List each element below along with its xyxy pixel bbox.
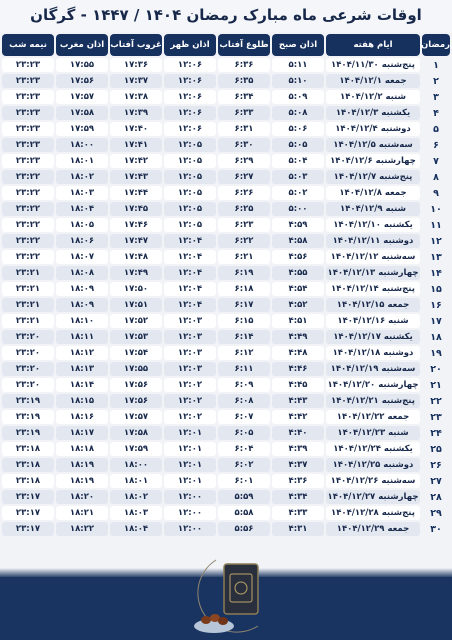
table-cell: ۱۸:۰۹ <box>56 282 108 296</box>
table-cell: جمعه ۱۴۰۴/۱۲/۲۹ <box>326 522 420 536</box>
table-cell: دوشنبه ۱۴۰۴/۱۲/۲۵ <box>326 458 420 472</box>
table-row <box>2 314 450 328</box>
table-cell: ۱۸:۰۰ <box>110 458 162 472</box>
table-cell: ۱۷:۵۱ <box>110 298 162 312</box>
table-cell: ۱۲:۰۵ <box>164 218 216 232</box>
table-cell: ۶:۱۵ <box>218 314 270 328</box>
ramadan-day-number: ۱۶ <box>430 299 442 311</box>
table-cell: شنبه ۱۴۰۴/۱۲/۱۶ <box>326 314 420 328</box>
table-cell: سه‌شنبه ۱۴۰۴/۱۲/۱۲ <box>326 250 420 264</box>
table-cell: ۴:۵۵ <box>272 266 324 280</box>
table-cell: ۱۸:۱۱ <box>56 330 108 344</box>
ramadan-day-number: ۱۴ <box>430 267 442 279</box>
table-cell: ۲۳:۲۲ <box>2 250 54 264</box>
table-cell: ۶:۳۳ <box>218 106 270 120</box>
table-cell: یکشنبه ۱۴۰۴/۱۲/۳ <box>326 106 420 120</box>
table-cell: ۱۷:۴۹ <box>110 266 162 280</box>
table-cell: شنبه ۱۴۰۴/۱۲/۲ <box>326 90 420 104</box>
table-cell: ۲۳:۲۱ <box>2 298 54 312</box>
table-cell: ۶:۳۴ <box>218 90 270 104</box>
table-cell: جمعه ۱۴۰۴/۱۲/۱ <box>326 74 420 88</box>
table-cell: ۱۸:۰۸ <box>56 266 108 280</box>
table-cell: ۱۲:۰۴ <box>164 234 216 248</box>
table-cell: ۱۲:۰۵ <box>164 138 216 152</box>
table-cell: ۱۲:۰۵ <box>164 154 216 168</box>
table-cell: ۱۸:۰۲ <box>110 490 162 504</box>
table-cell: ۶:۱۷ <box>218 298 270 312</box>
table-cell: ۶:۱۹ <box>218 266 270 280</box>
table-cell: ۵:۰۰ <box>272 202 324 216</box>
table-cell: دوشنبه ۱۴۰۴/۱۲/۱۱ <box>326 234 420 248</box>
table-cell: ۲۳:۲۰ <box>2 346 54 360</box>
table-cell: ۱۷:۵۷ <box>56 90 108 104</box>
table-cell: ۱۷:۵۲ <box>110 314 162 328</box>
table-cell: ۱۸:۱۴ <box>56 378 108 392</box>
table-cell: ۱۸:۱۹ <box>56 458 108 472</box>
table-cell: ۶:۱۲ <box>218 346 270 360</box>
table-cell: ۲۳:۱۹ <box>2 394 54 408</box>
table-cell: ۴:۴۲ <box>272 410 324 424</box>
table-cell: دوشنبه ۱۴۰۴/۱۲/۱۸ <box>326 346 420 360</box>
table-cell: ۵:۱۱ <box>272 58 324 72</box>
table-cell: ۱۲:۰۶ <box>164 74 216 88</box>
table-cell: ۱۷:۳۹ <box>110 106 162 120</box>
ramadan-day-number: ۱ <box>433 59 439 71</box>
table-cell: ۱۷:۴۷ <box>110 234 162 248</box>
table-cell: ۱۲:۰۳ <box>164 362 216 376</box>
table-cell: ۶:۰۷ <box>218 410 270 424</box>
table-cell: ۱۲:۰۰ <box>164 490 216 504</box>
ramadan-day-number: ۱۹ <box>430 347 442 359</box>
table-cell: ۶:۲۷ <box>218 170 270 184</box>
table-cell: یکشنبه ۱۴۰۴/۱۲/۲۴ <box>326 442 420 456</box>
table-cell: شنبه ۱۴۰۴/۱۲/۹ <box>326 202 420 216</box>
table-cell: ۱۸:۰۱ <box>110 474 162 488</box>
table-cell: ۱۷:۵۶ <box>110 378 162 392</box>
table-cell: ۲۳:۲۳ <box>2 154 54 168</box>
ramadan-day-number: ۵ <box>433 123 439 135</box>
ramadan-day-number: ۷ <box>433 155 439 167</box>
header <box>0 0 452 32</box>
table-cell: ۱۲:۰۶ <box>164 58 216 72</box>
table-cell: ۱۲:۰۰ <box>164 506 216 520</box>
table-row <box>2 58 450 72</box>
table-cell: ۱۲:۰۴ <box>164 298 216 312</box>
table-cell: ۵:۰۹ <box>272 90 324 104</box>
table-cell: ۶:۰۱ <box>218 474 270 488</box>
table-row <box>2 250 450 264</box>
table-cell: یکشنبه ۱۴۰۴/۱۲/۱۷ <box>326 330 420 344</box>
table-cell: ۴:۴۹ <box>272 330 324 344</box>
table-row <box>2 186 450 200</box>
table-cell: ۱۷:۳۷ <box>110 74 162 88</box>
ramadan-day-number: ۸ <box>433 171 439 183</box>
table-cell: ۵:۵۶ <box>218 522 270 536</box>
table-row <box>2 522 450 536</box>
table-row <box>2 394 450 408</box>
table-cell: ۶:۲۶ <box>218 186 270 200</box>
column-header: رمضان <box>422 34 450 56</box>
table-cell: ۱۷:۵۷ <box>110 410 162 424</box>
ramadan-day-number: ۲۴ <box>430 427 442 439</box>
table-row <box>2 410 450 424</box>
table-cell: ۱۲:۰۵ <box>164 202 216 216</box>
table-row <box>2 202 450 216</box>
table-row <box>2 170 450 184</box>
table-cell: ۱۸:۲۲ <box>56 522 108 536</box>
table-cell: ۱۸:۱۵ <box>56 394 108 408</box>
table-header-row <box>2 34 450 56</box>
prayer-times-table <box>0 32 452 562</box>
table-cell: ۱۷:۴۰ <box>110 122 162 136</box>
column-header: نیمه شب <box>2 34 54 56</box>
table-cell: ۲۳:۱۸ <box>2 442 54 456</box>
table-cell: ۱۸:۱۰ <box>56 314 108 328</box>
table-cell: ۶:۱۸ <box>218 282 270 296</box>
table-cell: ۲۳:۱۹ <box>2 426 54 440</box>
table-row <box>2 282 450 296</box>
table-cell: ۱۸:۰۳ <box>110 506 162 520</box>
ramadan-day-number: ۹ <box>433 187 439 199</box>
ramadan-day-number: ۱۲ <box>430 235 442 247</box>
table-cell: ۱۲:۰۰ <box>164 522 216 536</box>
table-cell: ۶:۰۴ <box>218 442 270 456</box>
table-row <box>2 362 450 376</box>
table-cell: ۱۸:۰۲ <box>56 170 108 184</box>
table-cell: ۲۳:۲۱ <box>2 266 54 280</box>
ramadan-illustration <box>178 552 278 640</box>
table-cell: ۲۳:۱۷ <box>2 506 54 520</box>
table-cell: ۱۸:۱۸ <box>56 442 108 456</box>
table-cell: ۱۲:۰۶ <box>164 106 216 120</box>
table-cell: ۶:۳۱ <box>218 122 270 136</box>
table-cell: چهارشنبه ۱۴۰۴/۱۲/۲۷ <box>327 492 419 502</box>
table-cell: ۴:۳۹ <box>272 442 324 456</box>
table-row <box>2 426 450 440</box>
table-row <box>2 266 450 280</box>
table-row <box>2 474 450 488</box>
table-cell: ۱۲:۰۲ <box>164 410 216 424</box>
table-cell: ۱۷:۵۵ <box>110 362 162 376</box>
table-cell: شنبه ۱۴۰۴/۱۲/۲۳ <box>326 426 420 440</box>
table-cell: ۱۷:۴۴ <box>110 186 162 200</box>
table-cell: ۲۳:۲۳ <box>2 138 54 152</box>
table-cell: ۱۸:۰۴ <box>56 202 108 216</box>
table-cell: ۱۸:۰۶ <box>56 234 108 248</box>
column-header: اذان ظهر <box>164 34 216 56</box>
table-cell: ۲۳:۲۰ <box>2 330 54 344</box>
table-row <box>2 154 450 168</box>
table-cell: ۱۷:۵۹ <box>56 122 108 136</box>
table-row <box>2 90 450 104</box>
table-cell: ۲۳:۱۹ <box>2 410 54 424</box>
ramadan-day-number: ۳ <box>433 91 439 103</box>
table-cell: ۱۸:۰۴ <box>110 522 162 536</box>
table-cell: ۱۸:۰۷ <box>56 250 108 264</box>
table-cell: ۱۸:۱۲ <box>56 346 108 360</box>
ramadan-day-number: ۲۳ <box>430 411 442 423</box>
ramadan-day-number: ۲۵ <box>430 443 442 455</box>
table-cell: ۴:۵۱ <box>272 314 324 328</box>
table-cell: ۱۷:۵۹ <box>110 442 162 456</box>
table-cell: ۱۲:۰۳ <box>164 330 216 344</box>
table-cell: جمعه ۱۴۰۴/۱۲/۲۲ <box>326 410 420 424</box>
table-cell: ۱۸:۱۷ <box>56 426 108 440</box>
table-cell: پنج‌شنبه ۱۴۰۴/۱۲/۱۴ <box>326 282 420 296</box>
table-cell: ۱۲:۰۴ <box>164 250 216 264</box>
table-cell: ۱۷:۴۱ <box>110 138 162 152</box>
table-cell: جمعه ۱۴۰۴/۱۲/۸ <box>326 186 420 200</box>
ramadan-day-number: ۱۵ <box>430 283 442 295</box>
ramadan-day-number: ۶ <box>433 139 439 151</box>
table-cell: ۱۲:۰۱ <box>164 426 216 440</box>
table-cell: دوشنبه ۱۴۰۴/۱۲/۴ <box>326 122 420 136</box>
table-cell: ۵:۵۹ <box>218 490 270 504</box>
table-cell: سه‌شنبه ۱۴۰۴/۱۲/۵ <box>326 138 420 152</box>
table-cell: ۱۲:۰۱ <box>164 458 216 472</box>
table-cell: ۲۳:۲۱ <box>2 314 54 328</box>
table-cell: ۶:۲۲ <box>218 234 270 248</box>
table-row <box>2 346 450 360</box>
table-cell: ۱۷:۵۸ <box>110 426 162 440</box>
table-cell: ۲۳:۲۳ <box>2 90 54 104</box>
table-cell: یکشنبه ۱۴۰۴/۱۲/۱۰ <box>326 218 420 232</box>
table-cell: ۴:۳۶ <box>272 474 324 488</box>
table-cell: ۵:۰۴ <box>272 154 324 168</box>
table-cell: ۱۷:۴۶ <box>110 218 162 232</box>
table-cell: ۲۳:۲۱ <box>2 282 54 296</box>
table-cell: ۱۲:۰۵ <box>164 186 216 200</box>
table-cell: ۱۷:۴۸ <box>110 250 162 264</box>
ramadan-day-number: ۴ <box>433 107 439 119</box>
table-cell: ۵:۵۸ <box>218 506 270 520</box>
table-cell: ۲۳:۲۰ <box>2 362 54 376</box>
column-header: ایام هفته <box>326 34 420 56</box>
dates-bowl-icon <box>194 614 234 633</box>
table-cell: ۴:۴۳ <box>272 394 324 408</box>
column-header: اذان مغرب <box>56 34 108 56</box>
table-cell: ۲۳:۲۲ <box>2 234 54 248</box>
table-row <box>2 298 450 312</box>
table-cell: ۱۸:۰۵ <box>56 218 108 232</box>
table-cell: چهارشنبه ۱۴۰۴/۱۲/۲۰ <box>327 380 419 390</box>
table-cell: ۶:۳۶ <box>218 58 270 72</box>
table-cell: ۱۲:۰۱ <box>164 474 216 488</box>
ramadan-day-number: ۱۰ <box>430 203 442 215</box>
ramadan-day-number: ۱۸ <box>430 331 442 343</box>
table-cell: ۴:۳۴ <box>272 490 324 504</box>
table-cell: ۱۷:۵۴ <box>110 346 162 360</box>
table-cell: ۱۸:۰۰ <box>56 138 108 152</box>
table-cell: ۱۸:۱۹ <box>56 474 108 488</box>
table-cell: ۶:۰۸ <box>218 394 270 408</box>
table-cell: ۱۷:۵۸ <box>56 106 108 120</box>
table-cell: ۴:۳۷ <box>272 458 324 472</box>
table-cell: ۲۳:۲۳ <box>2 106 54 120</box>
table-row <box>2 378 450 392</box>
table-cell: ۱۲:۰۶ <box>164 90 216 104</box>
table-cell: ۶:۰۵ <box>218 426 270 440</box>
table-cell: ۱۷:۴۲ <box>110 154 162 168</box>
table-cell: ۱۲:۰۴ <box>164 266 216 280</box>
table-cell: ۱۷:۴۳ <box>110 170 162 184</box>
table-row <box>2 138 450 152</box>
table-row <box>2 458 450 472</box>
table-cell: ۲۳:۱۷ <box>2 522 54 536</box>
table-cell: سه‌شنبه ۱۴۰۴/۱۲/۱۹ <box>326 362 420 376</box>
table-row <box>2 122 450 136</box>
table-cell: ۱۷:۳۸ <box>110 90 162 104</box>
table-row <box>2 74 450 88</box>
quran-book-icon <box>224 564 258 614</box>
table-row <box>2 330 450 344</box>
table-cell: ۶:۲۱ <box>218 250 270 264</box>
ramadan-day-number: ۲۰ <box>430 363 442 375</box>
table-cell: ۶:۳۰ <box>218 138 270 152</box>
column-header: غروب آفتاب <box>110 34 162 56</box>
table-cell: ۱۷:۵۶ <box>56 74 108 88</box>
table-cell: ۱۷:۳۶ <box>110 58 162 72</box>
table-cell: ۲۳:۲۲ <box>2 186 54 200</box>
ramadan-day-number: ۲۶ <box>430 459 442 471</box>
table-cell: ۱۷:۵۶ <box>110 394 162 408</box>
table-row <box>2 490 450 504</box>
table-row <box>2 106 450 120</box>
table-cell: ۱۷:۵۰ <box>110 282 162 296</box>
table-cell: ۱۸:۲۰ <box>56 490 108 504</box>
table-cell: ۴:۵۸ <box>272 234 324 248</box>
table-cell: ۵:۱۰ <box>272 74 324 88</box>
table-cell: ۱۲:۰۱ <box>164 442 216 456</box>
ramadan-day-number: ۳۰ <box>430 523 442 535</box>
table-cell: ۶:۲۵ <box>218 202 270 216</box>
table-cell: ۴:۵۴ <box>272 282 324 296</box>
table-cell: ۶:۰۹ <box>218 378 270 392</box>
ramadan-day-number: ۲۷ <box>430 475 442 487</box>
table-cell: ۴:۳۱ <box>272 522 324 536</box>
table-cell: ۱۷:۵۵ <box>56 58 108 72</box>
table-row <box>2 234 450 248</box>
table-cell: ۵:۰۶ <box>272 122 324 136</box>
page-title: اوقات شرعی ماه مبارک رمضان ۱۴۰۴ / ۱۴۴۷ - گرگان <box>30 6 422 24</box>
table-cell: ۲۳:۱۷ <box>2 490 54 504</box>
table-cell: ۱۲:۰۲ <box>164 378 216 392</box>
table-cell: ۴:۳۳ <box>272 506 324 520</box>
table-cell: ۴:۵۶ <box>272 250 324 264</box>
table-cell: سه‌شنبه ۱۴۰۴/۱۲/۲۶ <box>326 474 420 488</box>
table-cell: ۴:۴۸ <box>272 346 324 360</box>
table-cell: ۴:۴۵ <box>272 378 324 392</box>
table-cell: ۱۲:۰۴ <box>164 282 216 296</box>
table-cell: ۱۸:۲۱ <box>56 506 108 520</box>
table-cell: ۵:۰۳ <box>272 170 324 184</box>
table-cell: ۵:۰۵ <box>272 138 324 152</box>
table-cell: ۲۳:۲۰ <box>2 378 54 392</box>
table-cell: ۴:۵۲ <box>272 298 324 312</box>
table-row <box>2 218 450 232</box>
table-cell: ۱۸:۱۶ <box>56 410 108 424</box>
table-cell: ۲۳:۲۳ <box>2 74 54 88</box>
ramadan-day-number: ۱۷ <box>430 315 442 327</box>
ramadan-day-number: ۲۱ <box>430 379 442 391</box>
table-cell: ۱۷:۵۳ <box>110 330 162 344</box>
table-cell: ۱۲:۰۳ <box>164 314 216 328</box>
table-cell: ۲۳:۲۲ <box>2 202 54 216</box>
ramadan-day-number: ۲۹ <box>430 507 442 519</box>
table-cell: ۲۳:۲۳ <box>2 122 54 136</box>
table-cell: ۵:۰۸ <box>272 106 324 120</box>
table-cell: ۱۲:۰۲ <box>164 394 216 408</box>
table-cell: ۱۸:۰۱ <box>56 154 108 168</box>
table-cell: ۲۳:۱۸ <box>2 474 54 488</box>
ramadan-day-number: ۱۱ <box>430 219 442 231</box>
table-row <box>2 506 450 520</box>
table-cell: پنج‌شنبه ۱۴۰۴/۱۱/۳۰ <box>326 58 420 72</box>
table-cell: چهارشنبه ۱۴۰۴/۱۲/۶ <box>326 154 420 168</box>
column-header: طلوع آفتاب <box>218 34 270 56</box>
table-cell: ۲۳:۲۲ <box>2 170 54 184</box>
table-cell: ۶:۰۲ <box>218 458 270 472</box>
table-cell: ۱۸:۰۹ <box>56 298 108 312</box>
table-cell: ۱۷:۴۵ <box>110 202 162 216</box>
table-cell: ۶:۱۱ <box>218 362 270 376</box>
table-cell: ۱۲:۰۳ <box>164 346 216 360</box>
ramadan-day-number: ۲ <box>433 75 439 87</box>
table-cell: ۱۸:۰۳ <box>56 186 108 200</box>
table-cell: ۴:۵۹ <box>272 218 324 232</box>
table-cell: پنج‌شنبه ۱۴۰۴/۱۲/۲۸ <box>326 506 420 520</box>
table-cell: ۱۸:۱۳ <box>56 362 108 376</box>
table-cell: ۲۳:۲۲ <box>2 218 54 232</box>
ramadan-day-number: ۲۲ <box>430 395 442 407</box>
table-cell: جمعه ۱۴۰۴/۱۲/۱۵ <box>326 298 420 312</box>
table-cell: ۱۲:۰۶ <box>164 122 216 136</box>
column-header: اذان صبح <box>272 34 324 56</box>
table-cell: چهارشنبه ۱۴۰۴/۱۲/۱۳ <box>327 268 419 278</box>
table-cell: ۶:۲۹ <box>218 154 270 168</box>
table-cell: ۶:۱۴ <box>218 330 270 344</box>
table-cell: ۵:۰۲ <box>272 186 324 200</box>
table-cell: پنج‌شنبه ۱۴۰۴/۱۲/۲۱ <box>326 394 420 408</box>
table-row <box>2 442 450 456</box>
table-cell: ۴:۴۰ <box>272 426 324 440</box>
ramadan-day-number: ۱۳ <box>430 251 442 263</box>
table-cell: ۲۳:۱۸ <box>2 458 54 472</box>
table-cell: پنج‌شنبه ۱۴۰۴/۱۲/۷ <box>326 170 420 184</box>
table-cell: ۲۳:۲۳ <box>2 58 54 72</box>
table-cell: ۱۲:۰۵ <box>164 170 216 184</box>
table-cell: ۶:۲۳ <box>218 218 270 232</box>
ramadan-day-number: ۲۸ <box>430 491 442 503</box>
table-cell: ۴:۴۶ <box>272 362 324 376</box>
table-cell: ۶:۳۵ <box>218 74 270 88</box>
